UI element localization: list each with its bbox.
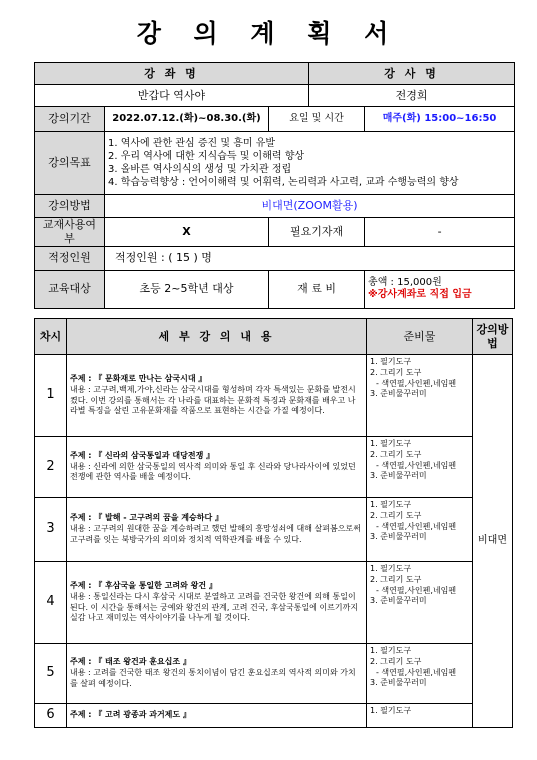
goals-list — [105, 132, 515, 195]
table-row — [35, 498, 513, 562]
course-info-table — [34, 62, 515, 309]
material-item: 2. 그리기 도구 — [370, 510, 422, 520]
method-label: 강의방법 — [35, 195, 105, 218]
method-header: 강의방법 — [473, 319, 513, 355]
lecture-name-label: 강 좌 명 — [35, 63, 309, 85]
session-content — [67, 562, 367, 644]
document-title: 강 의 계 획 서 — [136, 19, 401, 48]
session-content — [67, 704, 367, 728]
goal-item: 1. 역사에 관한 관심 증진 및 흥미 유발 — [108, 138, 276, 149]
session-materials — [367, 498, 473, 562]
textbook-value: X — [105, 218, 269, 247]
instructor-label: 강 사 명 — [309, 63, 515, 85]
session-theme: 주제 : 『 신라의 삼국통일과 대당전쟁 』 — [70, 450, 215, 460]
capacity-label: 적정인원 — [35, 246, 105, 270]
content-header: 세 부 강 의 내 용 — [67, 319, 367, 355]
session-content — [67, 498, 367, 562]
session-materials — [367, 704, 473, 728]
session-theme: 주제 : 『 문화재로 만나는 삼국시대 』 — [70, 373, 207, 383]
material-item: 3. 준비물꾸러미 — [370, 678, 427, 688]
session-materials — [367, 644, 473, 704]
material-item: 1. 필기도구 — [370, 646, 412, 655]
session-content — [67, 355, 367, 437]
equipment-value: - — [365, 218, 515, 247]
material-item: 3. 준비물꾸러미 — [370, 532, 427, 542]
session-description: 내용 : 고구려,백제,가야,신라는 삼국시대를 형성하며 각자 특색있는 문화를 발전시켰다. 이번 강의를 통해서는 각 나라를 대표하는 문화적 특징과 문화재를 배우고 나라별 특징을 살린 고유문화재를 작품으로 표현하는 시간을 가질 예정이다. — [70, 384, 356, 416]
material-item: 1. 필기도구 — [370, 357, 412, 366]
table-row — [35, 704, 513, 728]
material-item: 3. 준비물꾸러미 — [370, 596, 427, 606]
material-item: - 색연필,사인펜,네임펜 — [376, 460, 457, 470]
fee-cell — [365, 270, 515, 308]
material-item: 2. 그리기 도구 — [370, 574, 422, 584]
session-number: 2 — [35, 437, 67, 498]
table-row — [35, 644, 513, 704]
material-item: 2. 그리기 도구 — [370, 449, 422, 459]
session-materials — [367, 437, 473, 498]
goal-item: 4. 학습능력향상 : 언어이해력 및 어휘력, 논리력과 사고력, 교과 수행능력의 향상 — [108, 177, 459, 188]
fee-note: ※강사계좌로 직접 입금 — [368, 289, 472, 300]
instructor-name: 전경희 — [309, 85, 515, 107]
session-number: 5 — [35, 644, 67, 704]
textbook-label: 교재사용여부 — [35, 218, 105, 247]
session-theme: 주제 : 『 후삼국을 통일한 고려와 왕건 』 — [70, 580, 217, 590]
equipment-label: 필요기자재 — [269, 218, 365, 247]
lecture-name: 반갑다 역사야 — [35, 85, 309, 107]
session-content — [67, 437, 367, 498]
table-row — [35, 355, 513, 437]
material-item: - 색연필,사인펜,네임펜 — [376, 667, 457, 677]
material-item: 2. 그리기 도구 — [370, 656, 422, 666]
daytime-label: 요일 및 시간 — [269, 107, 365, 132]
session-content — [67, 644, 367, 704]
goals-label: 강의목표 — [35, 132, 105, 195]
schedule-method: 비대면 — [473, 355, 513, 728]
fee-label: 재 료 비 — [269, 270, 365, 308]
session-theme: 주제 : 『 태조 왕건과 훈요십조 』 — [70, 657, 191, 667]
material-item: 1. 필기도구 — [370, 706, 412, 715]
material-item: 3. 준비물꾸러미 — [370, 389, 427, 399]
material-item: 2. 그리기 도구 — [370, 367, 422, 377]
session-number: 4 — [35, 562, 67, 644]
material-item: 1. 필기도구 — [370, 500, 412, 509]
method-value: 비대면(ZOOM활용) — [105, 195, 515, 218]
material-item: 1. 필기도구 — [370, 564, 412, 573]
session-theme: 주제 : 『 발해 - 고구려의 꿈을 계승하다 』 — [70, 513, 223, 523]
period-value: 2022.07.12.(화)~08.30.(화) — [105, 107, 269, 132]
session-description: 내용 : 통일신라는 다시 후삼국 시대로 분열하고 고려를 건국한 왕건에 의해 통일이 된다. 이 시간을 통해서는 궁예와 왕건의 관계, 고려 건국, 후삼국통일에 이르기까지 실감 나고 재미있는 역사이야기를 나누게 될 것이다. — [70, 591, 359, 623]
session-materials — [367, 562, 473, 644]
session-description: 내용 : 고구려의 원대한 꿈을 계승하려고 했던 발해의 흥망성쇠에 대해 살펴봄으로써 고구려를 잇는 북방국가의 의미와 정치적 역학관계를 배울 수 있다. — [70, 524, 361, 544]
material-item: 1. 필기도구 — [370, 439, 412, 448]
table-row — [35, 562, 513, 644]
target-value: 초등 2~5학년 대상 — [105, 270, 269, 308]
fee-total: 총액 : 15,000원 — [368, 276, 442, 288]
session-header: 차시 — [35, 319, 67, 355]
material-item: 3. 준비물꾸러미 — [370, 471, 427, 481]
session-number: 6 — [35, 704, 67, 728]
table-row — [35, 437, 513, 498]
session-number: 1 — [35, 355, 67, 437]
material-item: - 색연필,사인펜,네임펜 — [376, 378, 457, 388]
session-description: 내용 : 신라에 의한 삼국통일의 역사적 의미와 통일 후 신라와 당나라사이에 있었던 전쟁에 관한 역사를 배울 예정이다. — [70, 461, 356, 482]
capacity-value: 적정인원 : ( 15 ) 명 — [105, 246, 515, 270]
target-label: 교육대상 — [35, 270, 105, 308]
materials-header: 준비물 — [367, 319, 473, 355]
schedule-table — [34, 318, 513, 728]
material-item: - 색연필,사인펜,네임펜 — [376, 521, 457, 531]
session-materials — [367, 355, 473, 437]
session-number: 3 — [35, 498, 67, 562]
period-label: 강의기간 — [35, 107, 105, 132]
session-theme: 주제 : 『 고려 광종과 과거제도 』 — [70, 710, 191, 720]
session-description: 내용 : 고려를 건국한 태조 왕건의 통치이념이 담긴 훈요십조의 역사적 의미와 가치를 살펴 예정이다. — [70, 668, 356, 688]
goal-item: 2. 우리 역사에 대한 지식습득 및 이해력 향상 — [108, 151, 305, 162]
goal-item: 3. 올바른 역사의식의 생성 및 가치관 정립 — [108, 164, 292, 175]
daytime-value: 매주(화) 15:00~16:50 — [365, 107, 515, 132]
material-item: - 색연필,사인펜,네임펜 — [376, 585, 457, 595]
